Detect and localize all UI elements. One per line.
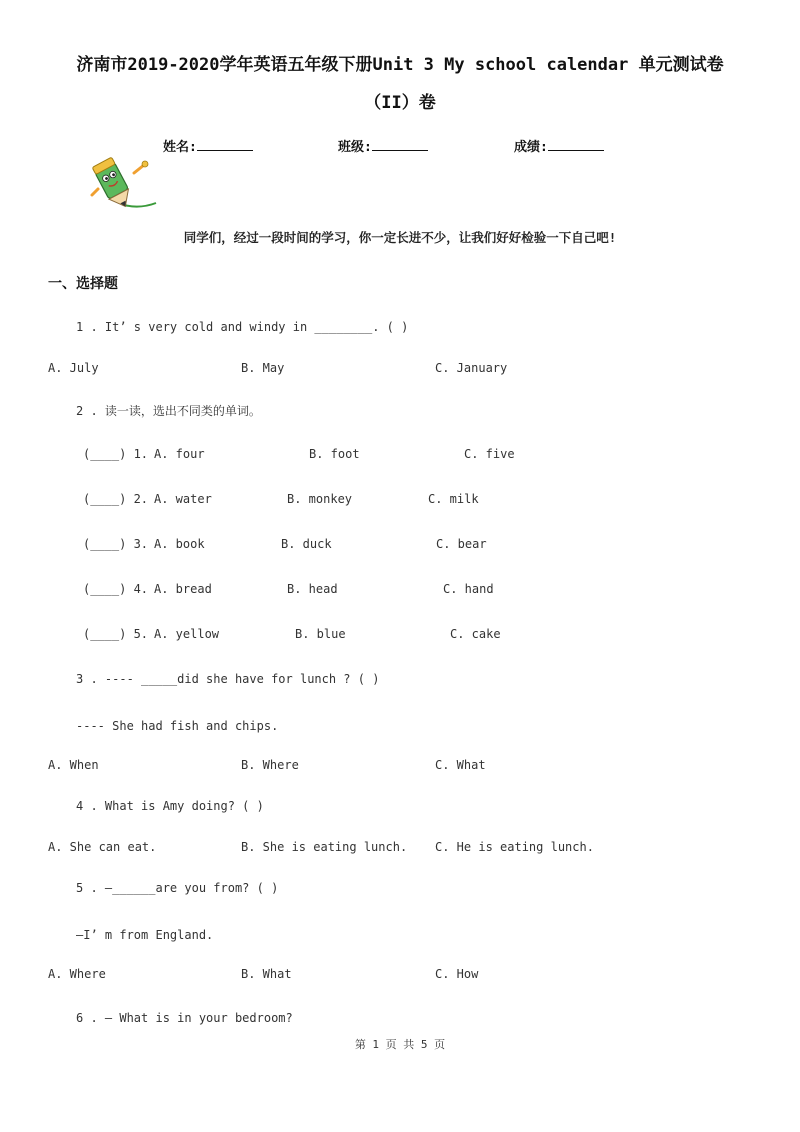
question-5-stem: 5 . —______are you from? ( ) [76,881,279,895]
name-blank [197,138,253,151]
question-2-row-1-option-b: B. foot [309,447,360,461]
question-5-option-a: A. Where [48,967,106,981]
question-2-row-4-option-a: A. bread [154,582,212,596]
question-3-option-a: A. When [48,758,99,772]
question-2-row-3-option-b: B. duck [281,537,332,551]
question-2-row-5-option-b: B. blue [295,627,346,641]
pencil-mascot-icon [88,155,160,213]
question-4-stem: 4 . What is Amy doing? ( ) [76,799,264,813]
question-2-row-2-option-b: B. monkey [287,492,353,506]
question-3-option-c: C. What [435,758,486,772]
question-1-option-a: A. July [48,361,99,375]
page-number-footer: 第 1 页 共 5 页 [354,1038,446,1051]
score-label: 成绩: [514,140,548,155]
name-field [163,136,253,155]
section-choice-title: 一、选择题 [48,276,118,292]
question-3-option-b: B. Where [241,758,299,772]
question-5-answer-line: —I’ m from England. [76,928,214,942]
question-1-option-c: C. January [435,361,508,375]
question-2-row-3-option-c: C. bear [436,537,487,551]
question-2-row-4-option-c: C. hand [443,582,494,596]
class-blank [372,138,428,151]
question-4-option-b: B. She is eating lunch. [241,840,408,854]
question-2-row-5-number: (____) 5. [83,627,149,641]
question-5-option-b: B. What [241,967,292,981]
question-2-row-3-number: (____) 3. [83,537,149,551]
question-2-row-2-option-a: A. water [154,492,212,506]
question-2-row-4-number: (____) 4. [83,582,149,596]
page-title-line1: 济南市2019-2020学年英语五年级下册Unit 3 My school calendar 单元测试卷 [76,55,724,75]
class-field [338,136,428,155]
class-label: 班级: [338,140,372,155]
question-3-stem: 3 . ---- _____did she have for lunch ? ( ) [76,672,380,686]
question-2-row-2-option-c: C. milk [428,492,479,506]
question-4-option-c: C. He is eating lunch. [435,840,594,854]
question-4-option-a: A. She can eat. [48,840,157,854]
question-3-answer-line: ---- She had fish and chips. [76,719,279,733]
score-field [514,136,604,155]
question-2-row-5-option-c: C. cake [450,627,501,641]
question-2-row-1-option-a: A. four [154,447,205,461]
question-2-row-1-option-c: C. five [464,447,515,461]
question-1-option-b: B. May [241,361,285,375]
question-2-row-1-number: (____) 1. [83,447,149,461]
question-2-row-2-number: (____) 2. [83,492,149,506]
question-2-stem: 2 . 读一读，选出不同类的单词。 [76,404,261,418]
question-2-row-5-option-a: A. yellow [154,627,220,641]
score-blank [548,138,604,151]
question-1-stem: 1 . It’ s very cold and windy in ________. ( ) [76,320,409,334]
page-title-line2: （II）卷 [364,93,436,113]
name-label: 姓名: [163,140,197,155]
encouragement-text: 同学们，经过一段时间的学习，你一定长进不少，让我们好好检验一下自己吧! [183,230,617,245]
question-5-option-c: C. How [435,967,479,981]
question-6-stem: 6 . — What is in your bedroom? [76,1011,293,1025]
question-2-row-4-option-b: B. head [287,582,338,596]
question-2-row-3-option-a: A. book [154,537,205,551]
